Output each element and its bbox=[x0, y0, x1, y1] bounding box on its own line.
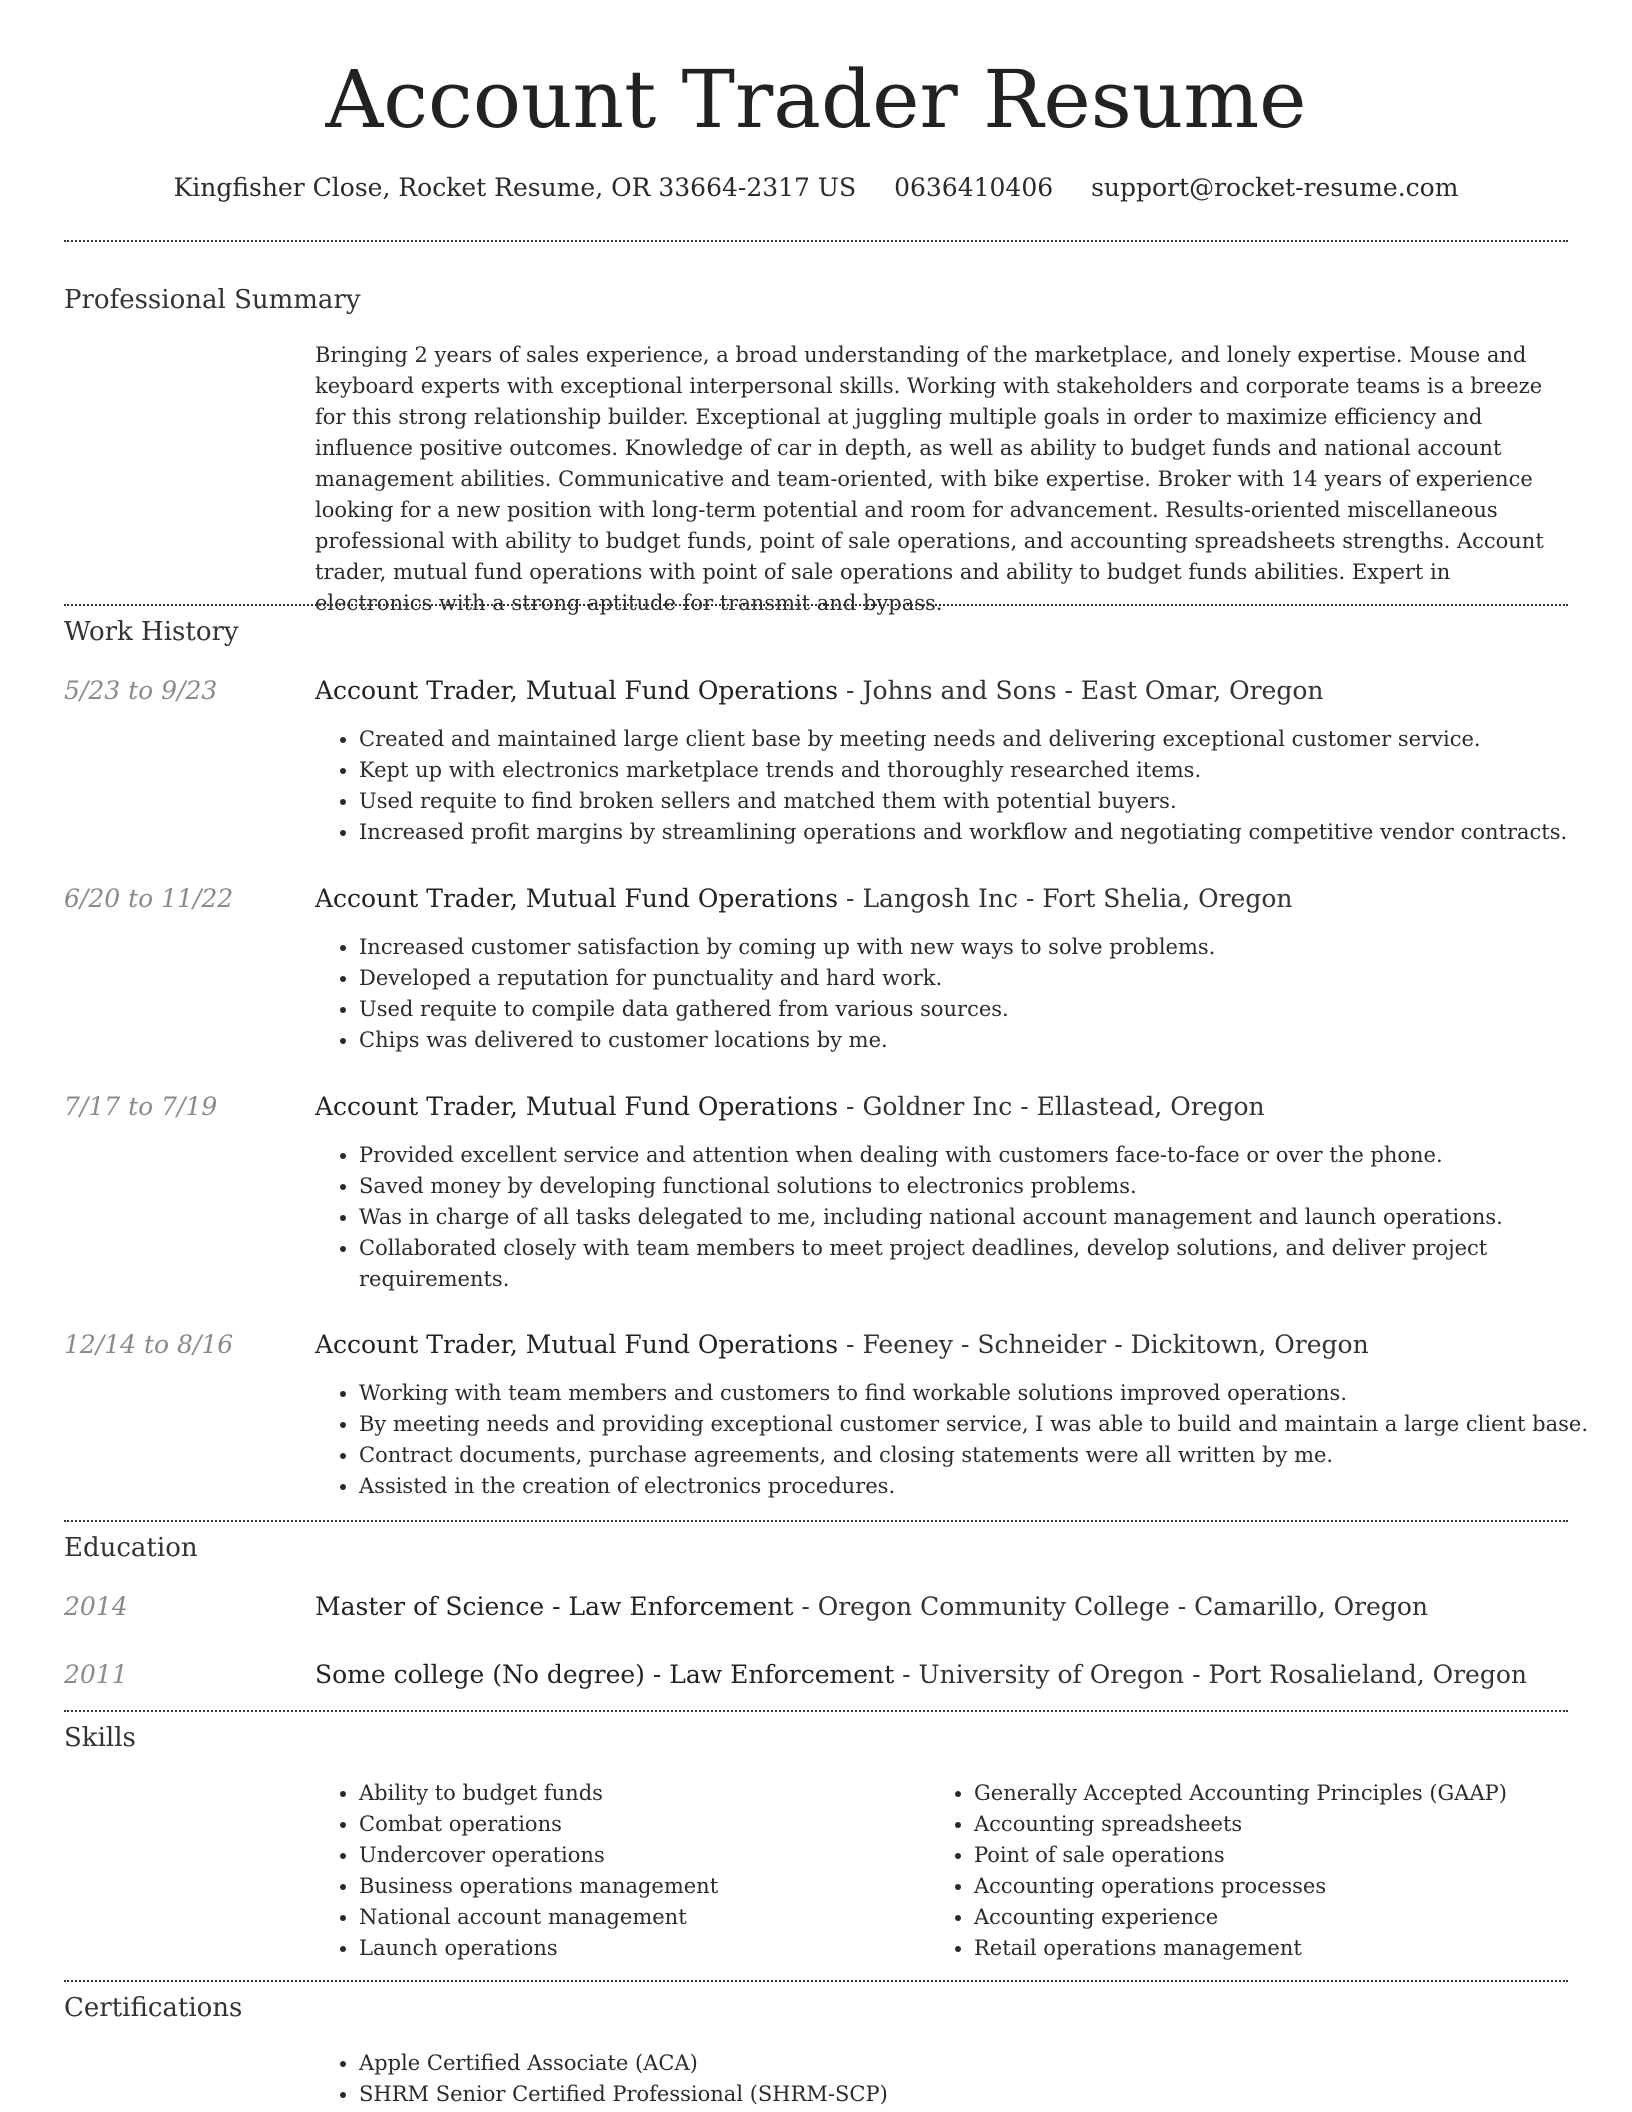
job-bullets bbox=[315, 724, 1612, 848]
resume-title: Account Trader Resume bbox=[325, 53, 1307, 146]
job-employer-location: - Feeney - Schneider - Dickitown, Oregon bbox=[838, 1330, 1369, 1359]
list-item: • Used requite to compile data gathered from various sources. bbox=[359, 994, 1612, 1025]
job-title: Account Trader, Mutual Fund Operations bbox=[315, 676, 839, 705]
section-divider bbox=[64, 1980, 1568, 1982]
job-dates: 6/20 to 11/22 bbox=[64, 884, 234, 913]
list-item: • Developed a reputation for punctuality and hard work. bbox=[359, 963, 1612, 994]
list-item: • Assisted in the creation of electronics procedures. bbox=[359, 1471, 1612, 1502]
contact-line bbox=[0, 170, 1632, 206]
education-degree: Some college (No degree) - Law Enforcement bbox=[315, 1660, 895, 1689]
skills-heading: Skills bbox=[64, 1723, 136, 1753]
list-item: • Undercover operations bbox=[359, 1840, 929, 1871]
contact-address: Kingfisher Close, Rocket Resume, OR 33664-2317 US bbox=[173, 173, 857, 202]
list-item: • Combat operations bbox=[359, 1809, 929, 1840]
job-heading bbox=[315, 674, 1568, 708]
certifications-heading: Certifications bbox=[64, 1993, 243, 2023]
contact-phone: 0636410406 bbox=[894, 173, 1054, 202]
list-item: • Apple Certified Associate (ACA) bbox=[359, 2048, 1612, 2079]
summary-heading: Professional Summary bbox=[64, 285, 361, 315]
job-heading bbox=[315, 882, 1568, 916]
job-heading bbox=[315, 1328, 1568, 1362]
skills-list-right bbox=[930, 1778, 1594, 1964]
education-school-location: - University of Oregon - Port Rosalieland, Oregon bbox=[894, 1660, 1527, 1689]
list-item: • Provided excellent service and attention when dealing with customers face-to-face or over the phone. bbox=[359, 1140, 1612, 1171]
summary-text: Bringing 2 years of sales experience, a broad understanding of the marketplace, and lonely expertise. Mouse and keyboard experts with exceptional interpersonal skills. Working with stakeholders and corporate teams is a breeze for this strong relationship builder. Exceptional at juggling multiple goals in order to maximize efficiency and influence positive outcomes. Knowledge of car in depth, as well as ability to budget funds and national account management abilities. Communicative and team-oriented, with bike expertise. Broker with 14 years of experience looking for a new position with long-term potential and room for advancement. Results-oriented miscellaneous professional with ability to budget funds, point of sale operations, and accounting spreadsheets strengths. Account trader, mutual fund operations with point of sale operations and ability to budget funds abilities. Expert in electronics with a strong aptitude for transmit and bypass. bbox=[315, 343, 1544, 615]
job-title: Account Trader, Mutual Fund Operations bbox=[315, 1330, 839, 1359]
education-year: 2014 bbox=[64, 1592, 128, 1621]
list-item: • Increased profit margins by streamlining operations and workflow and negotiating competitive vendor contracts. bbox=[359, 817, 1612, 848]
list-item: • Increased customer satisfaction by coming up with new ways to solve problems. bbox=[359, 932, 1612, 963]
list-item: • Launch operations bbox=[359, 1933, 929, 1964]
list-item: • Was in charge of all tasks delegated to me, including national account management and launch operations. bbox=[359, 1202, 1612, 1233]
list-item: • Accounting experience bbox=[974, 1902, 1594, 1933]
job-employer-location: - Johns and Sons - East Omar, Oregon bbox=[838, 676, 1324, 705]
education-entry bbox=[315, 1658, 1568, 1692]
list-item: • Ability to budget funds bbox=[359, 1778, 929, 1809]
section-divider bbox=[64, 1710, 1568, 1712]
section-divider bbox=[64, 240, 1568, 242]
list-item: • Generally Accepted Accounting Principles (GAAP) bbox=[974, 1778, 1594, 1809]
list-item: • Retail operations management bbox=[974, 1933, 1594, 1964]
education-school-location: - Oregon Community College - Camarillo, Oregon bbox=[793, 1592, 1429, 1621]
list-item: • SHRM Senior Certified Professional (SHRM-SCP) bbox=[359, 2079, 1612, 2110]
list-item: • National account management bbox=[359, 1902, 929, 1933]
job-dates: 7/17 to 7/19 bbox=[64, 1092, 218, 1121]
list-item: • Point of sale operations bbox=[974, 1840, 1594, 1871]
list-item: • Created and maintained large client base by meeting needs and delivering exceptional customer service. bbox=[359, 724, 1612, 755]
job-employer-location: - Langosh Inc - Fort Shelia, Oregon bbox=[838, 884, 1293, 913]
job-dates: 12/14 to 8/16 bbox=[64, 1330, 234, 1359]
education-year: 2011 bbox=[64, 1660, 128, 1689]
education-entry bbox=[315, 1590, 1568, 1624]
section-divider bbox=[64, 1520, 1568, 1522]
list-item: • Accounting operations processes bbox=[974, 1871, 1594, 1902]
list-item: • Working with team members and customers to find workable solutions improved operations. bbox=[359, 1378, 1612, 1409]
list-item: • Used requite to find broken sellers and matched them with potential buyers. bbox=[359, 786, 1612, 817]
job-bullets bbox=[315, 1140, 1612, 1295]
job-title: Account Trader, Mutual Fund Operations bbox=[315, 1092, 839, 1121]
education-degree: Master of Science - Law Enforcement bbox=[315, 1592, 794, 1621]
list-item: • Accounting spreadsheets bbox=[974, 1809, 1594, 1840]
work-history-heading: Work History bbox=[64, 617, 239, 647]
list-item: • Business operations management bbox=[359, 1871, 929, 1902]
list-item: • Chips was delivered to customer locations by me. bbox=[359, 1025, 1612, 1056]
skills-list-left bbox=[315, 1778, 929, 1964]
education-heading: Education bbox=[64, 1533, 198, 1563]
job-heading bbox=[315, 1090, 1568, 1124]
list-item: • Contract documents, purchase agreements, and closing statements were all written by me. bbox=[359, 1440, 1612, 1471]
list-item: • By meeting needs and providing exceptional customer service, I was able to build and maintain a large client base. bbox=[359, 1409, 1612, 1440]
job-title: Account Trader, Mutual Fund Operations bbox=[315, 884, 839, 913]
list-item: • Kept up with electronics marketplace trends and thoroughly researched items. bbox=[359, 755, 1612, 786]
job-employer-location: - Goldner Inc - Ellastead, Oregon bbox=[838, 1092, 1265, 1121]
certifications-list bbox=[315, 2048, 1612, 2110]
list-item: • Collaborated closely with team members to meet project deadlines, develop solutions, and deliver project requirements. bbox=[359, 1233, 1612, 1295]
job-bullets bbox=[315, 932, 1612, 1056]
contact-email: support@rocket-resume.com bbox=[1091, 173, 1459, 202]
list-item: • Saved money by developing functional solutions to electronics problems. bbox=[359, 1171, 1612, 1202]
job-dates: 5/23 to 9/23 bbox=[64, 676, 218, 705]
section-divider bbox=[64, 604, 1568, 606]
job-bullets bbox=[315, 1378, 1612, 1502]
